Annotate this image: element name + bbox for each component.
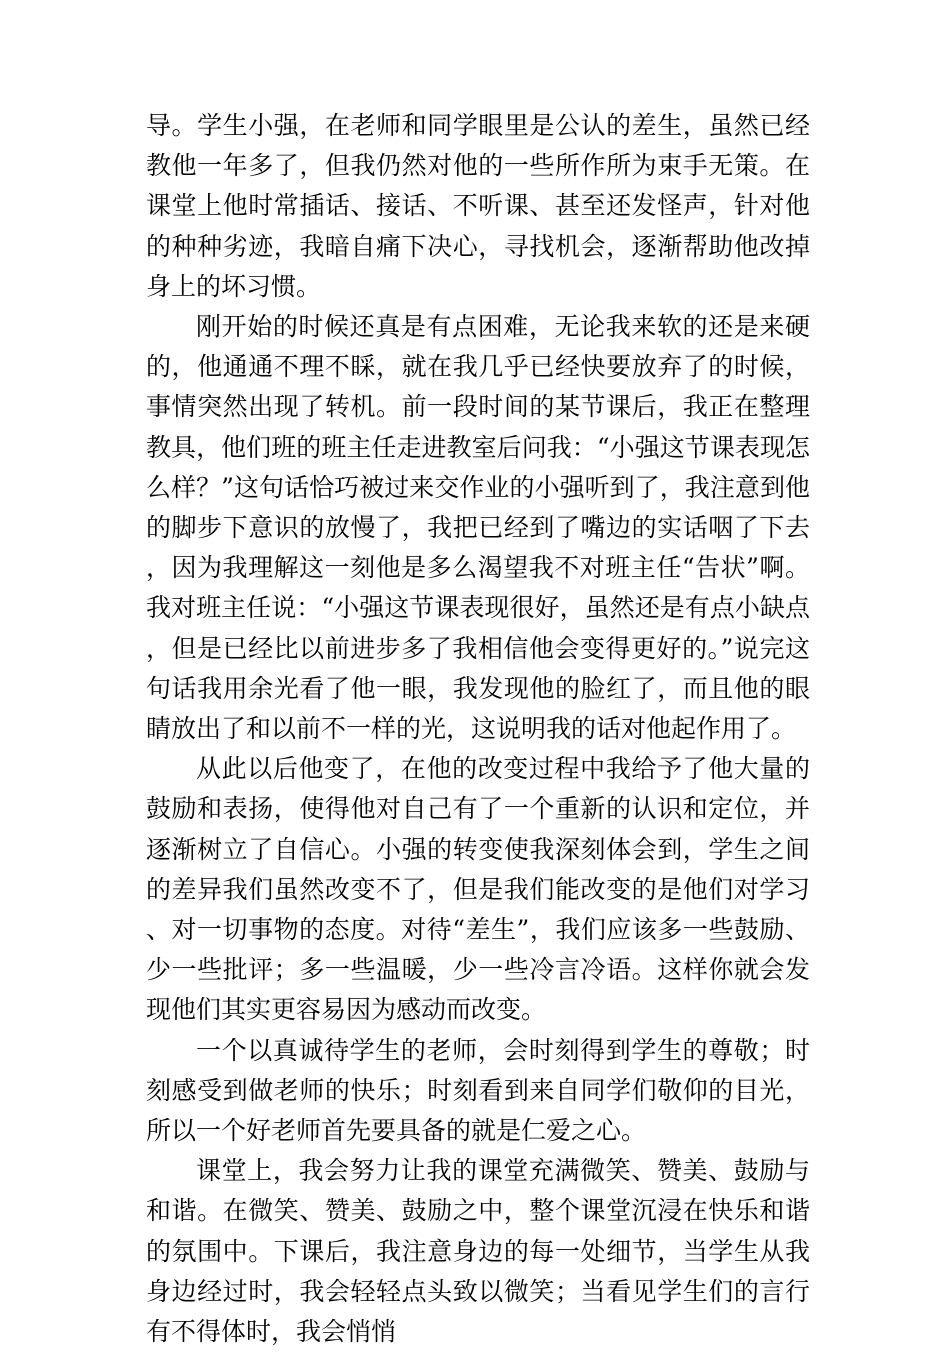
paragraph-3: 从此以后他变了，在他的改变过程中我给予了他大量的鼓励和表扬，使得他对自己有了一个重新的认识和定位，并逐渐树立了自信心。小强的转变使我深刻体会到，学生之间的差异我们虽然改变不了，但是我们能改变的是他们对学习、对一切事物的态度。对待“差生”，我们应该多一些鼓励、少一些批评；多一些温暖，少一些冷言冷语。这样你就会发现他们其实更容易因为感动而改变。 [146, 754, 810, 1025]
paragraph-1: 导。学生小强，在老师和同学眼里是公认的差生，虽然已经教他一年多了，但我仍然对他的一些所作所为束手无策。在课堂上他时常插话、接话、不听课、甚至还发怪声，针对他的种种劣迹，我暗自痛下决心，寻找机会，逐渐帮助他改掉身上的坏习惯。 [146, 111, 810, 301]
paragraph-5: 课堂上，我会努力让我的课堂充满微笑、赞美、鼓励与和谐。在微笑、赞美、鼓励之中，整个课堂沉浸在快乐和谐的氛围中。下课后，我注意身边的每一处细节，当学生从我身边经过时，我会轻轻点头致以微笑；当看见学生们的言行有不得体时，我会悄悄 [146, 1156, 810, 1347]
document-body [146, 106, 810, 1352]
paragraph-4: 一个以真诚待学生的老师，会时刻得到学生的尊敬；时刻感受到做老师的快乐；时刻看到来自同学们敬仰的目光，所以一个好老师首先要具备的就是仁爱之心。 [146, 1035, 810, 1146]
paragraph-2: 刚开始的时候还真是有点困难，无论我来软的还是来硬的，他通通不理不睬，就在我几乎已经快要放弃了的时候，事情突然出现了转机。前一段时间的某节课后，我正在整理教具，他们班的班主任走进教室后问我：“小强这节课表现怎么样？”这句话恰巧被过来交作业的小强听到了，我注意到他的脚步下意识的放慢了，我把已经到了嘴边的实话咽了下去，因为我理解这一刻他是多么渴望我不对班主任“告状”啊。我对班主任说：“小强这节课表现很好，虽然还是有点小缺点，但是已经比以前进步多了我相信他会变得更好的。”说完这句话我用余光看了他一眼，我发现他的脸红了，而且他的眼睛放出了和以前不一样的光，这说明我的话对他起作用了。 [146, 312, 810, 744]
